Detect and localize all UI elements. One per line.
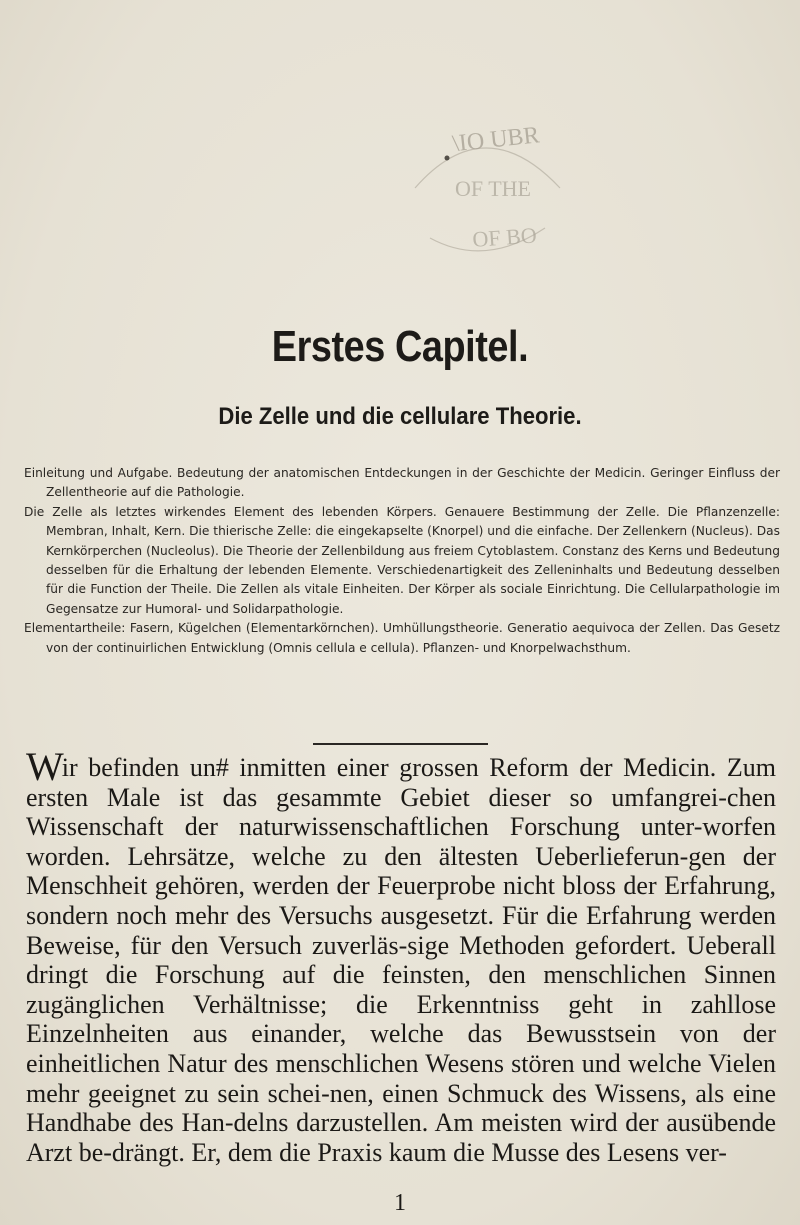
summary-paragraph: Einleitung und Aufgabe. Bedeutung der anatomischen Entdeckungen in der Geschichte der Medicin. Geringer Einfluss der Zellentheorie auf die Pathologie. (24, 466, 780, 500)
summary-paragraph: Elementartheile: Fasern, Kügelchen (Elementarkörnchen). Umhüllungstheorie. Generatio aequivoca der Zellen. Das Gesetz von der continuirlichen Entwicklung (Omnis cellula e cellula). Pflanzen- und Knorpelwachsthum. (24, 621, 780, 655)
drop-initial: W (26, 744, 64, 789)
body-paragraph (26, 744, 776, 1167)
summary-paragraph: Die Zelle als letztes wirkendes Element des lebenden Körpers. Genauere Bestimmung der Zelle. Die Pflanzenzelle: Membran, Inhalt, Kern. Die thierische Zelle: die eingekapselte (Knorpel) und die einfache. Der Zellenkern (Nucleus). Das Kernkörperchen (Nucleolus). Die Theorie der Zellenbildung aus freiem Cytoblastem. Constanz des Kerns und Bedeutung desselben für die Erhaltung der lebenden Elemente. Verschiedenartigkeit des Zelleninhalts und Bedeutung desselben für die Function der Theile. Die Zellen als vitale Einheiten. Der Körper als sociale Einrichtung. Die Cellularpathologie im Gegensatze zur Humoral- und Solidarpathologie. (24, 504, 780, 616)
body-paragraph-text: ir befinden un# inmitten einer grossen Reform der Medicin. Zum ersten Male ist das gesammte Gebiet dieser so umfangrei-chen Wissenschaft der naturwissenschaftlichen Forschung unter-worfen worden. Lehrsätze, welche zu den ältesten Ueberlieferun-gen der Menschheit gehören, werden der Feuerprobe nicht bloss der Erfahrung, sondern noch mehr des Versuchs ausgesetzt. Für die Erfahrung werden Beweise, für den Versuch zuverläs-sige Methoden gefordert. Ueberall dringt die Forschung auf die feinsten, den menschlichen Sinnen zugänglichen Verhältnisse; die Erkenntniss geht in zahllose Einzelnheiten aus einander, welche das Bewusstsein von der einheitlichen Natur des menschlichen Wesens stören und welche Vielen mehr geeignet zu sein schei-nen, einen Schmuck des Wissens, als eine Handhabe des Han-delns darzustellen. Am meisten wird der ausübende Arzt be-drängt. Er, dem die Praxis kaum die Musse des Lesens ver- (26, 753, 776, 1167)
stamp-line-1: \IO UBR (451, 122, 541, 158)
stamp-line-3: OF BO (471, 222, 538, 252)
library-stamp (385, 118, 585, 268)
page-number: 1 (394, 1190, 406, 1216)
chapter-summary (24, 464, 780, 658)
stamp-line-2: OF THE (455, 176, 531, 201)
chapter-title: Erstes Capitel. (271, 322, 529, 371)
body-text (26, 744, 776, 1167)
library-stamp-icon (385, 118, 585, 268)
chapter-subtitle: Die Zelle und die cellulare Theorie. (218, 403, 582, 430)
section-divider (313, 743, 488, 745)
